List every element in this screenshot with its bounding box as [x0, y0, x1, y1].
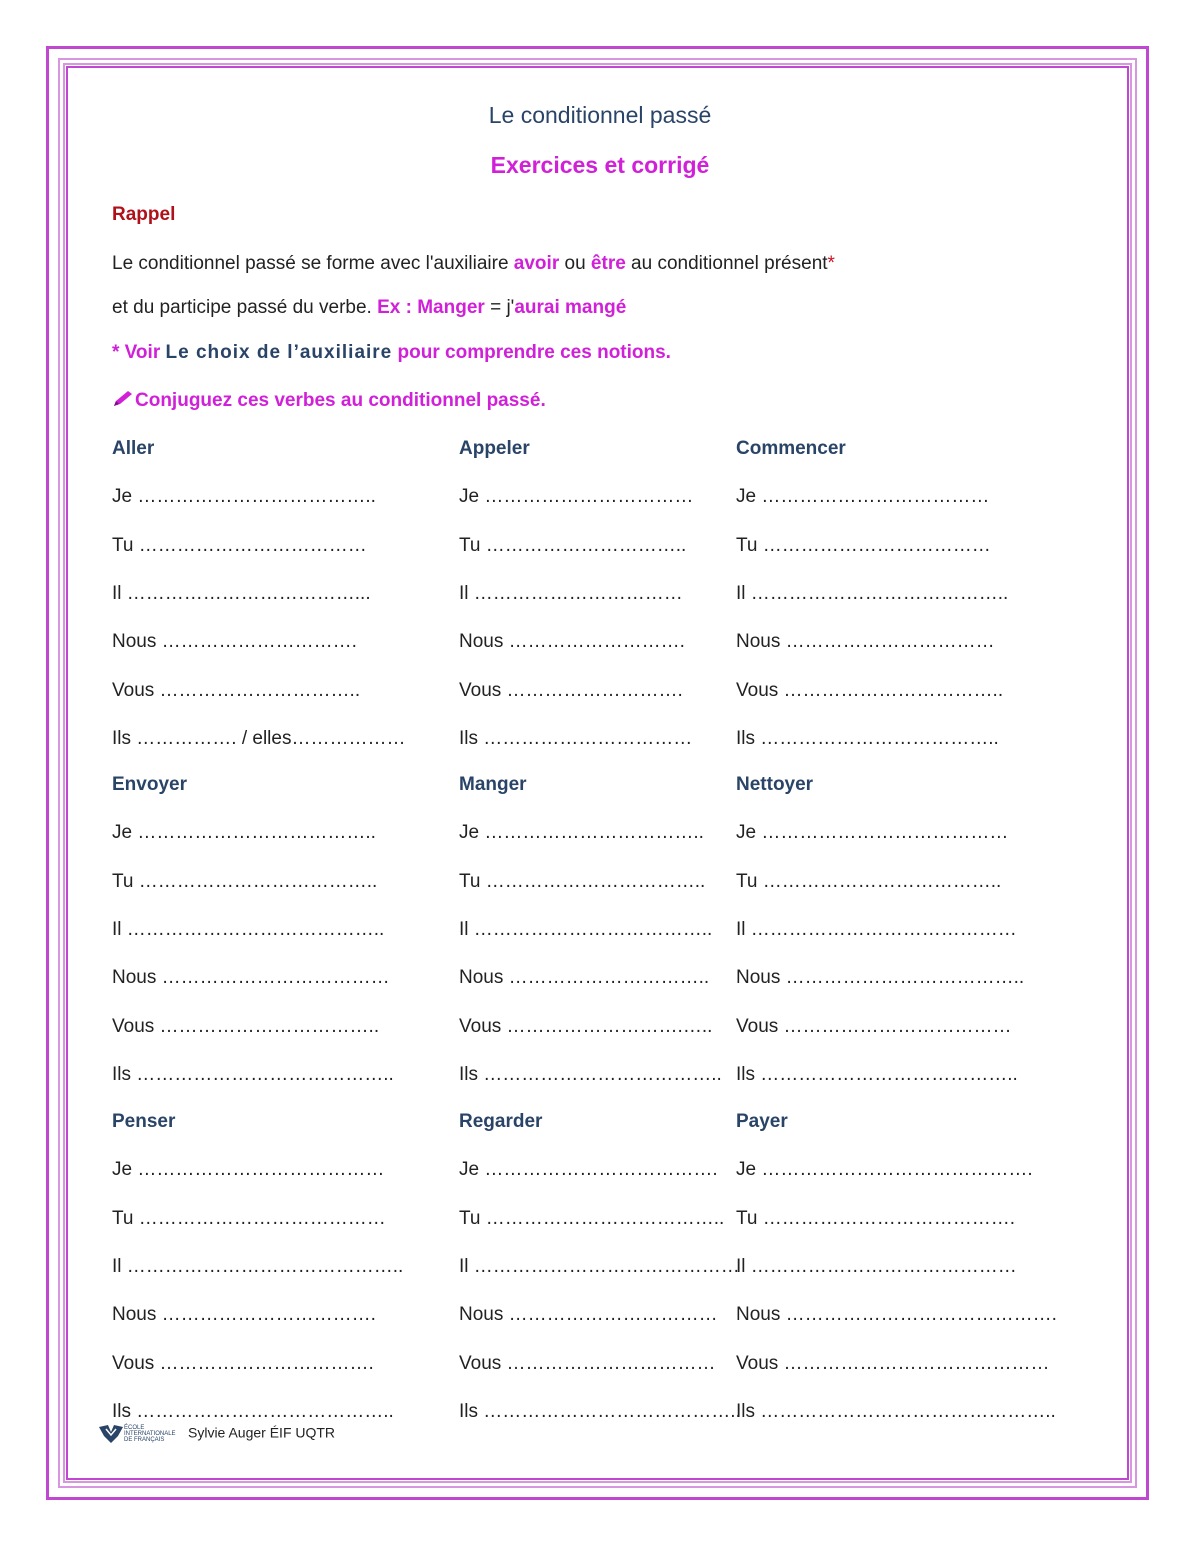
- rappel-text: = j': [484, 297, 515, 318]
- conjugation-blank[interactable]: Vous ……………………….…..: [459, 1015, 713, 1037]
- conjugation-blank[interactable]: Tu ………………………………..: [736, 870, 1002, 892]
- conjugation-blank[interactable]: Tu ………………………………..: [112, 870, 378, 892]
- conjugation-blank[interactable]: Il ………………………………...: [112, 582, 371, 604]
- rappel-text: au conditionnel présent: [625, 253, 828, 274]
- verb-heading: Appeler: [459, 438, 530, 459]
- conjugation-blank[interactable]: Je ………………………………..: [112, 486, 376, 508]
- conjugation-blank[interactable]: Ils ………………………………..: [459, 1063, 722, 1085]
- conjugation-blank[interactable]: Ils …………………………………..: [112, 1400, 394, 1422]
- conjugation-blank[interactable]: Ils ………………………………..: [736, 727, 999, 749]
- conjugation-blank[interactable]: Ils …………………………………..: [736, 1063, 1018, 1085]
- keyword-avoir: avoir: [513, 253, 560, 274]
- conjugation-blank[interactable]: Nous …………………………………….: [736, 1304, 1057, 1326]
- conjugation-blank[interactable]: Ils ……………. / elles………………: [112, 727, 406, 749]
- conjugation-blank[interactable]: Vous ……………………………………: [736, 1352, 1050, 1374]
- conjugation-blank[interactable]: Nous ……………………………: [459, 1304, 718, 1326]
- page-title: Le conditionnel passé: [488, 102, 712, 128]
- conjugation-blank[interactable]: Nous ……………………………: [736, 631, 995, 653]
- verb-heading: Aller: [112, 438, 155, 459]
- verb-heading: Commencer: [736, 438, 846, 459]
- conjugation-blank[interactable]: Il ……………………………………: [736, 1255, 1017, 1277]
- page-subtitle: Exercices et corrigé: [490, 152, 710, 178]
- conjugation-blank[interactable]: Nous ………………………………: [112, 967, 390, 989]
- conjugation-blank[interactable]: Tu …………………………………: [112, 1207, 386, 1229]
- see-also-link[interactable]: Le choix de l’auxiliaire: [165, 342, 393, 363]
- conjugation-blank[interactable]: Il …………………………………..: [736, 582, 1009, 604]
- conjugation-blank[interactable]: Nous …………………………….: [112, 1304, 376, 1326]
- conjugation-blank[interactable]: Je ………………………………..: [112, 822, 376, 844]
- verb-heading: Regarder: [459, 1111, 543, 1132]
- conjugation-blank[interactable]: Je …………………………………: [112, 1159, 385, 1181]
- example-label: Ex : Manger: [377, 297, 485, 318]
- conjugation-blank[interactable]: Il …………………………………..: [112, 918, 385, 940]
- conjugation-blank[interactable]: Tu ………………………………….: [736, 1207, 1016, 1229]
- conjugation-blank[interactable]: Nous …………………………..: [459, 967, 710, 989]
- verb-heading: Penser: [112, 1111, 176, 1132]
- see-also-prefix: * Voir: [112, 342, 166, 363]
- conjugation-blank[interactable]: Ils …………………………………..: [459, 1400, 741, 1422]
- conjugation-blank[interactable]: Tu ……………………………..: [459, 870, 706, 892]
- keyword-etre: être: [590, 253, 626, 274]
- verb-heading: Envoyer: [112, 774, 187, 795]
- conjugation-blank[interactable]: Je ……………………………: [459, 486, 694, 508]
- conjugation-blank[interactable]: Je ………………………………: [736, 486, 990, 508]
- rappel-heading: Rappel: [112, 204, 176, 225]
- conjugation-blank[interactable]: Vous ………………………………: [736, 1015, 1012, 1037]
- see-also-suffix: pour comprendre ces notions.: [392, 342, 671, 363]
- conjugation-blank[interactable]: Vous …………………………..: [112, 679, 361, 701]
- conjugation-blank[interactable]: Vous ……………………….: [459, 679, 683, 701]
- footer-author: Sylvie Auger ÉIF UQTR: [188, 1424, 336, 1441]
- conjugation-blank[interactable]: Il ……………………………………..: [112, 1255, 404, 1277]
- conjugation-blank[interactable]: Il ……………………………………: [736, 918, 1017, 940]
- conjugation-blank[interactable]: Il ……………………………: [459, 582, 683, 604]
- conjugation-blank[interactable]: Ils ……………………………: [459, 727, 693, 749]
- conjugation-blank[interactable]: Nous ………………………….: [112, 631, 357, 653]
- rappel-line-3: [112, 342, 671, 364]
- conjugation-blank[interactable]: Ils …………………………………..: [112, 1063, 394, 1085]
- conjugation-blank[interactable]: Vous …………………………….: [112, 1352, 374, 1374]
- conjugation-blank[interactable]: Vous ……………………………: [459, 1352, 716, 1374]
- conjugation-blank[interactable]: Vous ……………………………..: [112, 1015, 380, 1037]
- conjugation-blank[interactable]: Je …………………………………: [736, 822, 1009, 844]
- conjugation-blank[interactable]: Vous ……………………………..: [736, 679, 1004, 701]
- instruction-text: Conjuguez ces verbes au conditionnel passé.: [135, 390, 546, 411]
- conjugation-blank[interactable]: Il ………………………………..: [459, 918, 713, 940]
- verb-heading: Manger: [459, 774, 527, 795]
- school-logo-text: ÉCOLE INTERNATIONALE DE FRANÇAIS: [124, 1425, 176, 1443]
- rappel-line-1: [112, 253, 835, 275]
- conjugation-blank[interactable]: Tu …………………………..: [459, 534, 687, 556]
- conjugation-blank[interactable]: Il ……………………………………: [459, 1255, 740, 1277]
- conjugation-blank[interactable]: Nous ………………………………..: [736, 967, 1025, 989]
- verb-heading: Nettoyer: [736, 774, 814, 795]
- rappel-line-2: [112, 297, 626, 319]
- conjugation-blank[interactable]: Nous ……………………….: [459, 631, 685, 653]
- footnote-star: *: [827, 253, 835, 274]
- example-answer: aurai mangé: [514, 297, 627, 318]
- verb-heading: Payer: [736, 1111, 788, 1132]
- conjugation-blank[interactable]: Tu ………………………………: [112, 534, 367, 556]
- conjugation-blank[interactable]: Je ……………………………..: [459, 822, 704, 844]
- school-logo-icon: [98, 1424, 124, 1444]
- pencil-icon: [112, 390, 134, 408]
- conjugation-blank[interactable]: Tu ………………………………..: [459, 1207, 725, 1229]
- conjugation-blank[interactable]: Ils ………………………………………..: [736, 1400, 1056, 1422]
- conjugation-blank[interactable]: Tu ………………………………: [736, 534, 991, 556]
- conjugation-blank[interactable]: Je ……………………………….: [459, 1159, 718, 1181]
- footer: [98, 1424, 335, 1444]
- rappel-text: Le conditionnel passé se forme avec l'auxiliaire: [112, 253, 514, 274]
- conjugation-blank[interactable]: Je …………………………………….: [736, 1159, 1033, 1181]
- instruction: [112, 390, 546, 412]
- rappel-text: ou: [559, 253, 591, 274]
- rappel-text: et du participe passé du verbe.: [112, 297, 378, 318]
